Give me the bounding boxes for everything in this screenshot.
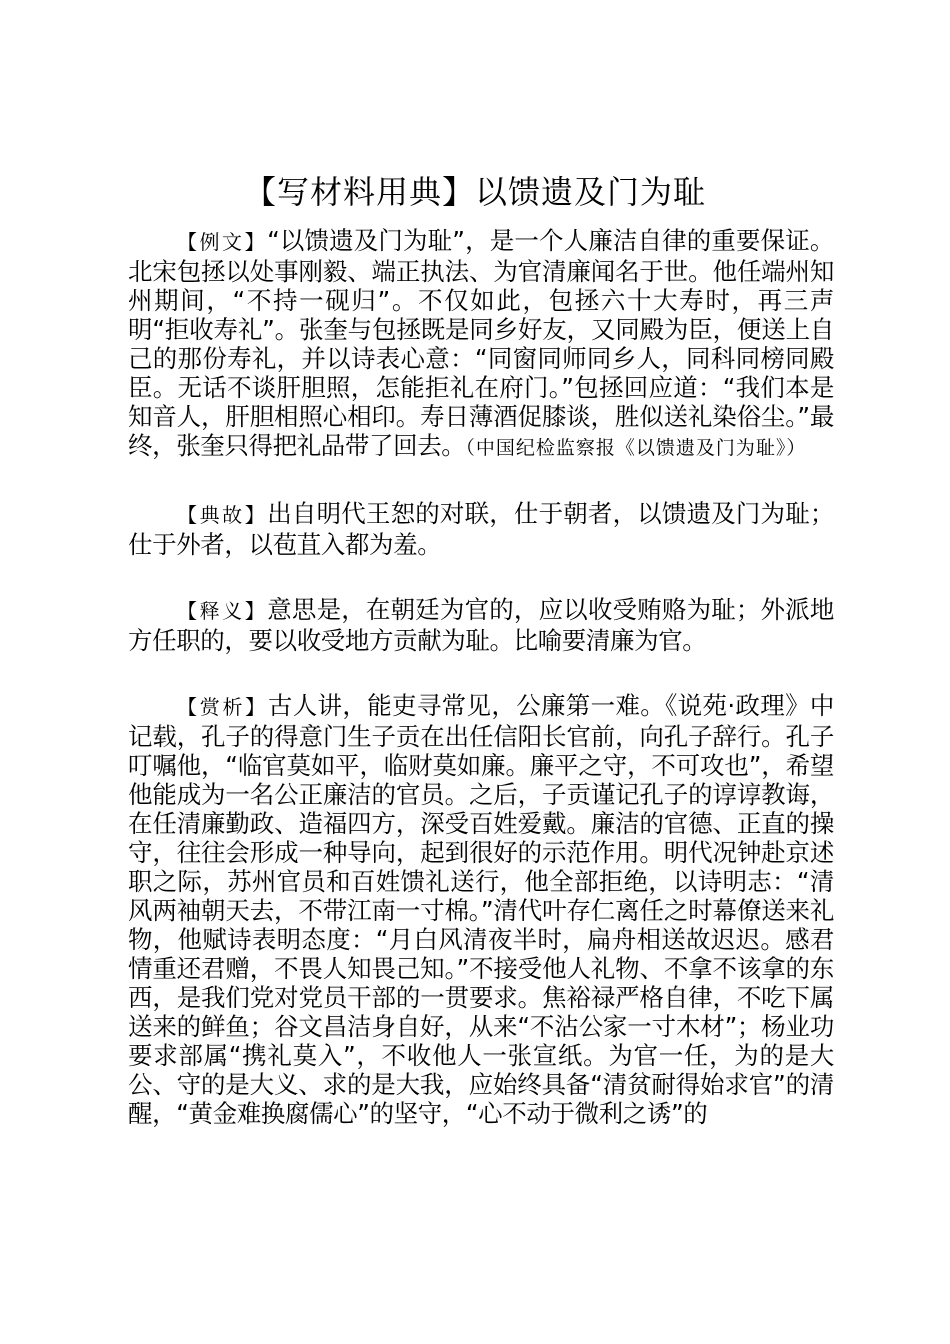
document-title: 【写材料用典】以馈遗及门为耻 [243,173,706,211]
document-body [128,226,834,1164]
paragraph-text: 出自明代王恕的对联，仕于朝者，以馈遗及门为耻；仕于外者，以苞苴入都为羞。 [128,499,834,559]
paragraph-example [128,226,834,463]
paragraph-text: 古人讲，能吏寻常见，公廉第一难。《说苑·政理》中记载，孔子的得意门生子贡在出任信阳长官前，向孔子辞行。孔子叮嘱他，“临官莫如平，临财莫如廉。廉平之守，不可攻也”，希望他能成为一名公正廉洁的官员。之后，子贡谨记孔子的谆谆教诲，在任清廉勤政、造福四方，深受百姓爱戴。廉洁的官德、正直的操守，往往会形成一种导向，起到很好的示范作用。明代况钟赴京述职之际，苏州官员和百姓馈礼送行，他全部拒绝，以诗明志：“清风两袖朝天去，不带江南一寸棉。”清代叶存仁离任之时幕僚送来礼物，他赋诗表明态度：“月白风清夜半时，扁舟相送故迟迟。感君情重还君赠，不畏人知畏己知。”不接受他人礼物、不拿不该拿的东西，是我们党对党员干部的一贯要求。焦裕禄严格自律，不吃下属送来的鲜鱼；谷文昌洁身自好，从来“不沾公家一寸木材”；杨业功要求部属“携礼莫入”，不收他人一张宣纸。为官一任，为的是大公、守的是大义、求的是大我，应始终具备“清贫耐得始求官”的清醒，“黄金难换腐儒心”的坚守，“心不动于微利之诱”的 [128,691,835,1128]
paragraph-meaning [128,595,834,655]
paragraph-tag: 【例文】 [177,230,268,254]
paragraph-allusion [128,499,834,559]
paragraph-appreciation [128,691,834,1128]
paragraph-tag: 【赏析】 [177,695,268,719]
paragraph-tag: 【典故】 [177,503,268,527]
paragraph-text: “以馈遗及门为耻”，是一个人廉洁自律的重要保证。北宋包拯以处事刚毅、端正执法、为官清廉闻名于世。他任端州知州期间，“不持一砚归”。不仅如此，包拯六十大寿时，再三声明“拒收寿礼”。张奎与包拯既是同乡好友，又同殿为臣，便送上自己的那份寿礼，并以诗表心意：“同窗同师同乡人，同科同榜同殿臣。无话不谈肝胆照，怎能拒礼在府门。”包拯回应道：“我们本是知音人，肝胆相照心相印。寿日薄酒促膝谈，胜似送礼染俗尘。”最终，张奎只得把礼品带了回去。 [128,226,834,460]
paragraph-tag: 【释义】 [177,599,268,623]
source-citation: （中国纪检监察报《以馈遗及门为耻》） [465,437,807,459]
paragraph-text: 意思是，在朝廷为官的，应以收受贿赂为耻；外派地方任职的，要以收受地方贡献为耻。比喻要清廉为官。 [128,595,834,655]
